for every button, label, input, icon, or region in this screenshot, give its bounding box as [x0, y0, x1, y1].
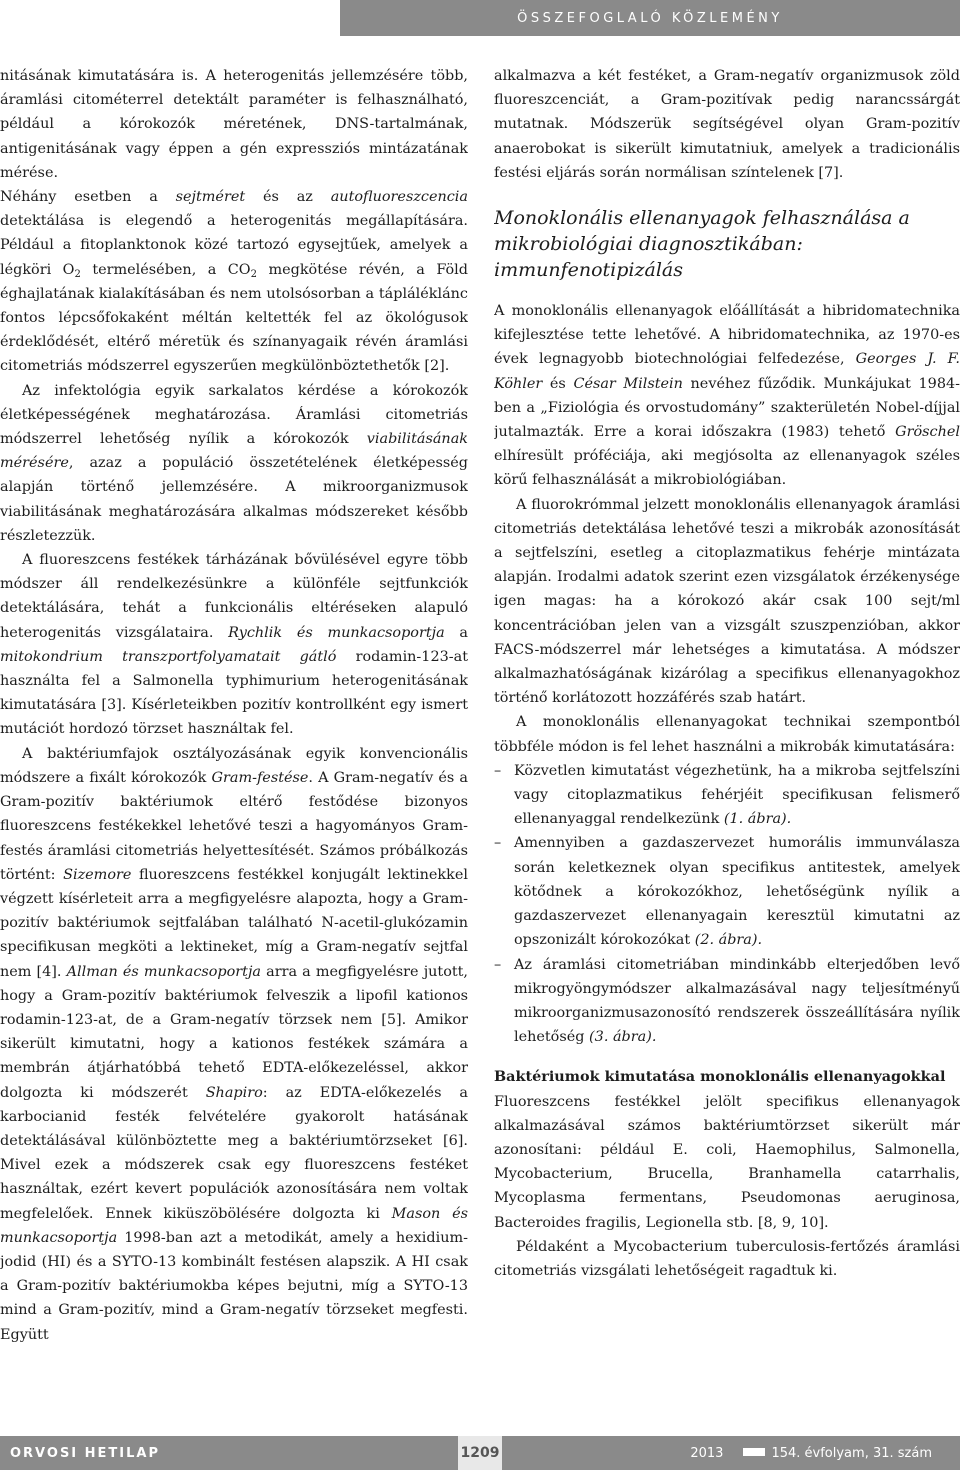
- text: , azaz a populáció összetételének életképesség alapján történő jellemzésére. A mikroorganizmusok viabilitásának meghatározására alkalmas módszereket később részletezzük.: [0, 455, 468, 544]
- text: a: [444, 624, 468, 641]
- text: megkötése révén, a Föld éghajlatának kialakításában és nem utolsósorban a tápláléklánc fontos lépcsőfokaként méltán keltették fel az ökológusok érdeklődését, eltérő méretük és színanyagaik révén áramlási citometriás módszerrel egyszerűen megkülönböztethetők [2].: [0, 261, 468, 375]
- subscript: 2: [74, 268, 81, 280]
- text: fluoreszcens festékkel konjugált lektinekkel végzett kísérleteit arra a megfigyelésre alapozta, hogy a Gram-pozitív baktériumok sejtfalában található N-acetil-glukózamin specifikusan megköti a lektineket, míg a Gram-negatív sejtfal nem [4].: [0, 866, 468, 980]
- italic-author: Gröschel: [895, 424, 960, 441]
- volume: 154. évfolyam, 31. szám: [771, 1445, 932, 1461]
- left-column: [0, 64, 468, 1424]
- text: . A Gram-negatív és a Gram-pozitív baktériumok eltérő festődése bizonyos fluoreszcens festékekkel lehetővé teszi a hagyományos Gram-festés áramlási citometriás helyettesítését. Számos próbálkozás történt:: [0, 769, 468, 883]
- text: detektálása is elegendő a heterogenitás megállapítására. Például a fitoplanktonok közé tartozó egysejtűek, amelyek a légköri O: [0, 213, 468, 278]
- square-separator-icon: [743, 1448, 765, 1456]
- text: Példaként a Mycobacterium tuberculosis-fertőzés áramlási citometriás vizsgálati lehetőségeit ragadtuk ki.: [494, 1238, 960, 1279]
- italic-term: viabilitásának mérésére: [0, 431, 468, 472]
- italic-author: Sizemore: [63, 866, 132, 883]
- footer-journal-band: [0, 1436, 458, 1470]
- method-list: [494, 759, 960, 1049]
- text: arra a megfigyelésre jutott, hogy a Gram-pozitív baktériumok felveszik a lipofil kationos rodamin-123-at, de a Gram-negatív törzsek nem [5]. Amikor sikerült kimutatni, hogy a kationos festékek számára a membrán átjárhatóbbá tehető EDTA-előkezeléssel, akkor dolgozta ki módszerét: [0, 963, 468, 1101]
- text: A baktériumfajok osztályozásának egyik konvencionális módszere a fixált kórokozók: [0, 745, 468, 786]
- paragraph: [494, 710, 960, 758]
- text: A fluorokrómmal jelzett monoklonális ellenanyagok áramlási citometriás detektálása lehetővé teszi a mikrobák azonosítását a sejtfelszíni, esetleg a citoplazmatikus fehérje mintázata alapján. Irodalmi adatok szerint ezen vizsgálatok érzékenysége igen magas: ha a kórokozó akár csak 100 sejt/ml koncentrációban jelen van a vizsgált szuszpenzióban, akkor FACS-módszerrel már lehetséges a kimutatása. A módszer alkalmazhatóságának kizárólag a specifikus ellenanyagokhoz történő korlátozott hozzáférés szab határt.: [494, 496, 960, 707]
- text: A monoklonális ellenanyagok előállítását a hibridomatechnika kifejlesztése tette lehetővé. A hibridomatechnika, az 1970-es évek legnagyobb biotechnológiai felfedezése,: [494, 303, 960, 368]
- italic-term: Gram-festése: [211, 769, 309, 786]
- issue-info: [690, 1446, 960, 1461]
- section-header-band: [340, 0, 960, 36]
- text: Fluoreszcens festékkel jelölt specifikus ellenanyagok alkalmazásával számos baktériumtörzset sikerült már azonosítani: például E. coli, Haemophilus, Salmonella, Mycobacterium, Brucella, Branhamella catarrhalis, Mycoplasma fermentans, Pseudomonas aeruginosa, Bacteroides fragilis, Legionella stb. [8, 9, 10].: [494, 1093, 960, 1231]
- figure-ref: (3. ábra).: [589, 1029, 657, 1046]
- text: Amennyiben a gazdaszervezet humorális immunválasza során keletkeznek olyan specifikus antitestek, amelyek kötődnek a kórokozókhoz, lehetőségünk nyílik a gazdaszervezet ellenanyagain keresztül kimutatni az opszonizált kórokozókat: [514, 835, 960, 949]
- list-item: [494, 831, 960, 952]
- italic-author: Mason és munkacsoportja: [0, 1205, 468, 1246]
- italic-term: sejtméret: [175, 189, 246, 206]
- italic-author: Georges J. F. Köhler: [494, 351, 960, 392]
- italic-term: mitokondrium transzportfolyamatait gátló: [0, 648, 337, 665]
- paragraph: [0, 548, 468, 742]
- paragraph: [494, 64, 960, 185]
- text: : az EDTA-előkezelés a karbocianid festék felvételére gyakorolt hatásának detektálásával különböztette meg a baktériumtörzseket [6]. Mivel ezek a módszerek csak egy fluoreszcens festéket használtak, ezért kevert populációk azonosítására nem voltak megfelelőek. Ennek kiküszöbölésére dolgozta ki: [0, 1084, 468, 1222]
- page-footer: [0, 1436, 960, 1470]
- text: Az áramlási citometriában mindinkább elterjedőben levő mikrogyöngymódszer alkalmazásával nagy teljesítményű mikroorganizmusazonosító rendszerek összeállítására nyílik lehetőség: [514, 956, 960, 1046]
- right-column: [494, 64, 960, 1424]
- page-number: 1209: [460, 1445, 500, 1461]
- paragraph: [494, 1235, 960, 1283]
- italic-author: César Milstein: [573, 375, 683, 392]
- footer-issue-band: [502, 1436, 960, 1470]
- paragraph: [494, 1090, 960, 1235]
- paragraph: [0, 64, 468, 185]
- subscript: 2: [250, 268, 257, 280]
- paragraph: [494, 493, 960, 711]
- paragraph: [0, 379, 468, 548]
- section-title: Monoklonális ellenanyagok felhasználása a mikrobiológiai diagnosztikában: immunfenotipizálás: [494, 207, 910, 282]
- text: Az infektológia egyik sarkalatos kérdése a kórokozók életképességének meghatározása. Áramlási citometriás módszerrel lehetőség nyílik a kórokozók: [0, 382, 468, 448]
- text: és az: [245, 189, 331, 206]
- text: 1998-ban azt a metodikát, amely a hexidium-jodid (HI) és a SYTO-13 kombinált festésen alapszik. A HI csak a Gram-pozitív baktériumokba képes bejutni, míg a SYTO-13 mind a Gram-pozitív, mind a Gram-negatív törzseket megfesti. Együtt: [0, 1229, 468, 1343]
- italic-author: Allman és munkacsoportja: [66, 963, 262, 980]
- year: 2013: [690, 1445, 724, 1461]
- subsection-title: Baktériumok kimutatása monoklonális ellenanyagokkal: [494, 1068, 946, 1086]
- italic-author: Rychlik és munkacsoportja: [228, 624, 445, 641]
- list-item: [494, 953, 960, 1050]
- text: Közvetlen kimutatást végezhetünk, ha a mikroba sejtfelszíni vagy citoplazmatikus fehérjéit specifikusan felismerő ellenanyaggal rendelkezünk: [514, 762, 960, 828]
- text: alkalmazva a két festéket, a Gram-negatív organizmusok zöld fluoreszcenciát, a Gram-pozitívak pedig narancssárgát mutatnak. Módszerük segítségével olyan Gram-pozitív anaerobokat is sikerült kimutatniuk, amelyek a tradicionális festési eljárás során normálisan színtelenek [7].: [494, 68, 960, 181]
- italic-author: Shapiro: [205, 1084, 263, 1101]
- page-number-box: [458, 1436, 502, 1470]
- paragraph: [0, 185, 468, 379]
- section-label: ÖSSZEFOGLALÓ KÖZLEMÉNY: [517, 10, 783, 26]
- text: Néhány esetben a: [0, 189, 176, 206]
- text: A fluoreszcens festékek tárházának bővülésével egyre több módszer áll rendelkezésünkre a különféle sejtfunkciók detektálására, tehát a funkcionális eltéréseken alapuló heterogenitás vizsgálataira.: [0, 552, 468, 641]
- text: termelésében, a CO: [80, 261, 251, 278]
- figure-ref: (1. ábra).: [723, 811, 792, 828]
- journal-name: ORVOSI HETILAP: [10, 1445, 161, 1461]
- text: és: [542, 375, 574, 392]
- italic-term: autofluoreszcencia: [330, 189, 468, 206]
- text: nevéhez fűződik. Munkájukat 1984-ben a „Fiziológia és orvostudomány” szakterületén Nobel-díjjal jutalmazták. Erre a korai időszakra (1983) tehető: [494, 375, 960, 441]
- paragraph: [0, 742, 468, 1347]
- list-item: [494, 759, 960, 832]
- text: nitásának kimutatására is. A heterogenitás jellemzésére több, áramlási citométerrel detektált paraméter is felhasználható, például a kórokozók méretének, DNS-tartalmának, antigenitásának vagy éppen a gén expressziós mintázatának mérése.: [0, 68, 468, 181]
- text: elhíresült próféciája, aki megjósolta az ellenanyagok széles körű felhasználását a mikrobiológiában.: [494, 448, 960, 489]
- text: rodamin-123-at használta fel a Salmonella typhimurium heterogenitásának kimutatására [3]. Kísérleteikben pozitív kontrollként egy ismert mutációt hordozó törzset használtak fel.: [0, 648, 468, 738]
- text: A monoklonális ellenanyagokat technikai szempontból többféle módon is fel lehet használni a mikrobák kimutatására:: [494, 714, 960, 755]
- figure-ref: (2. ábra).: [694, 932, 763, 949]
- paragraph: [494, 299, 960, 493]
